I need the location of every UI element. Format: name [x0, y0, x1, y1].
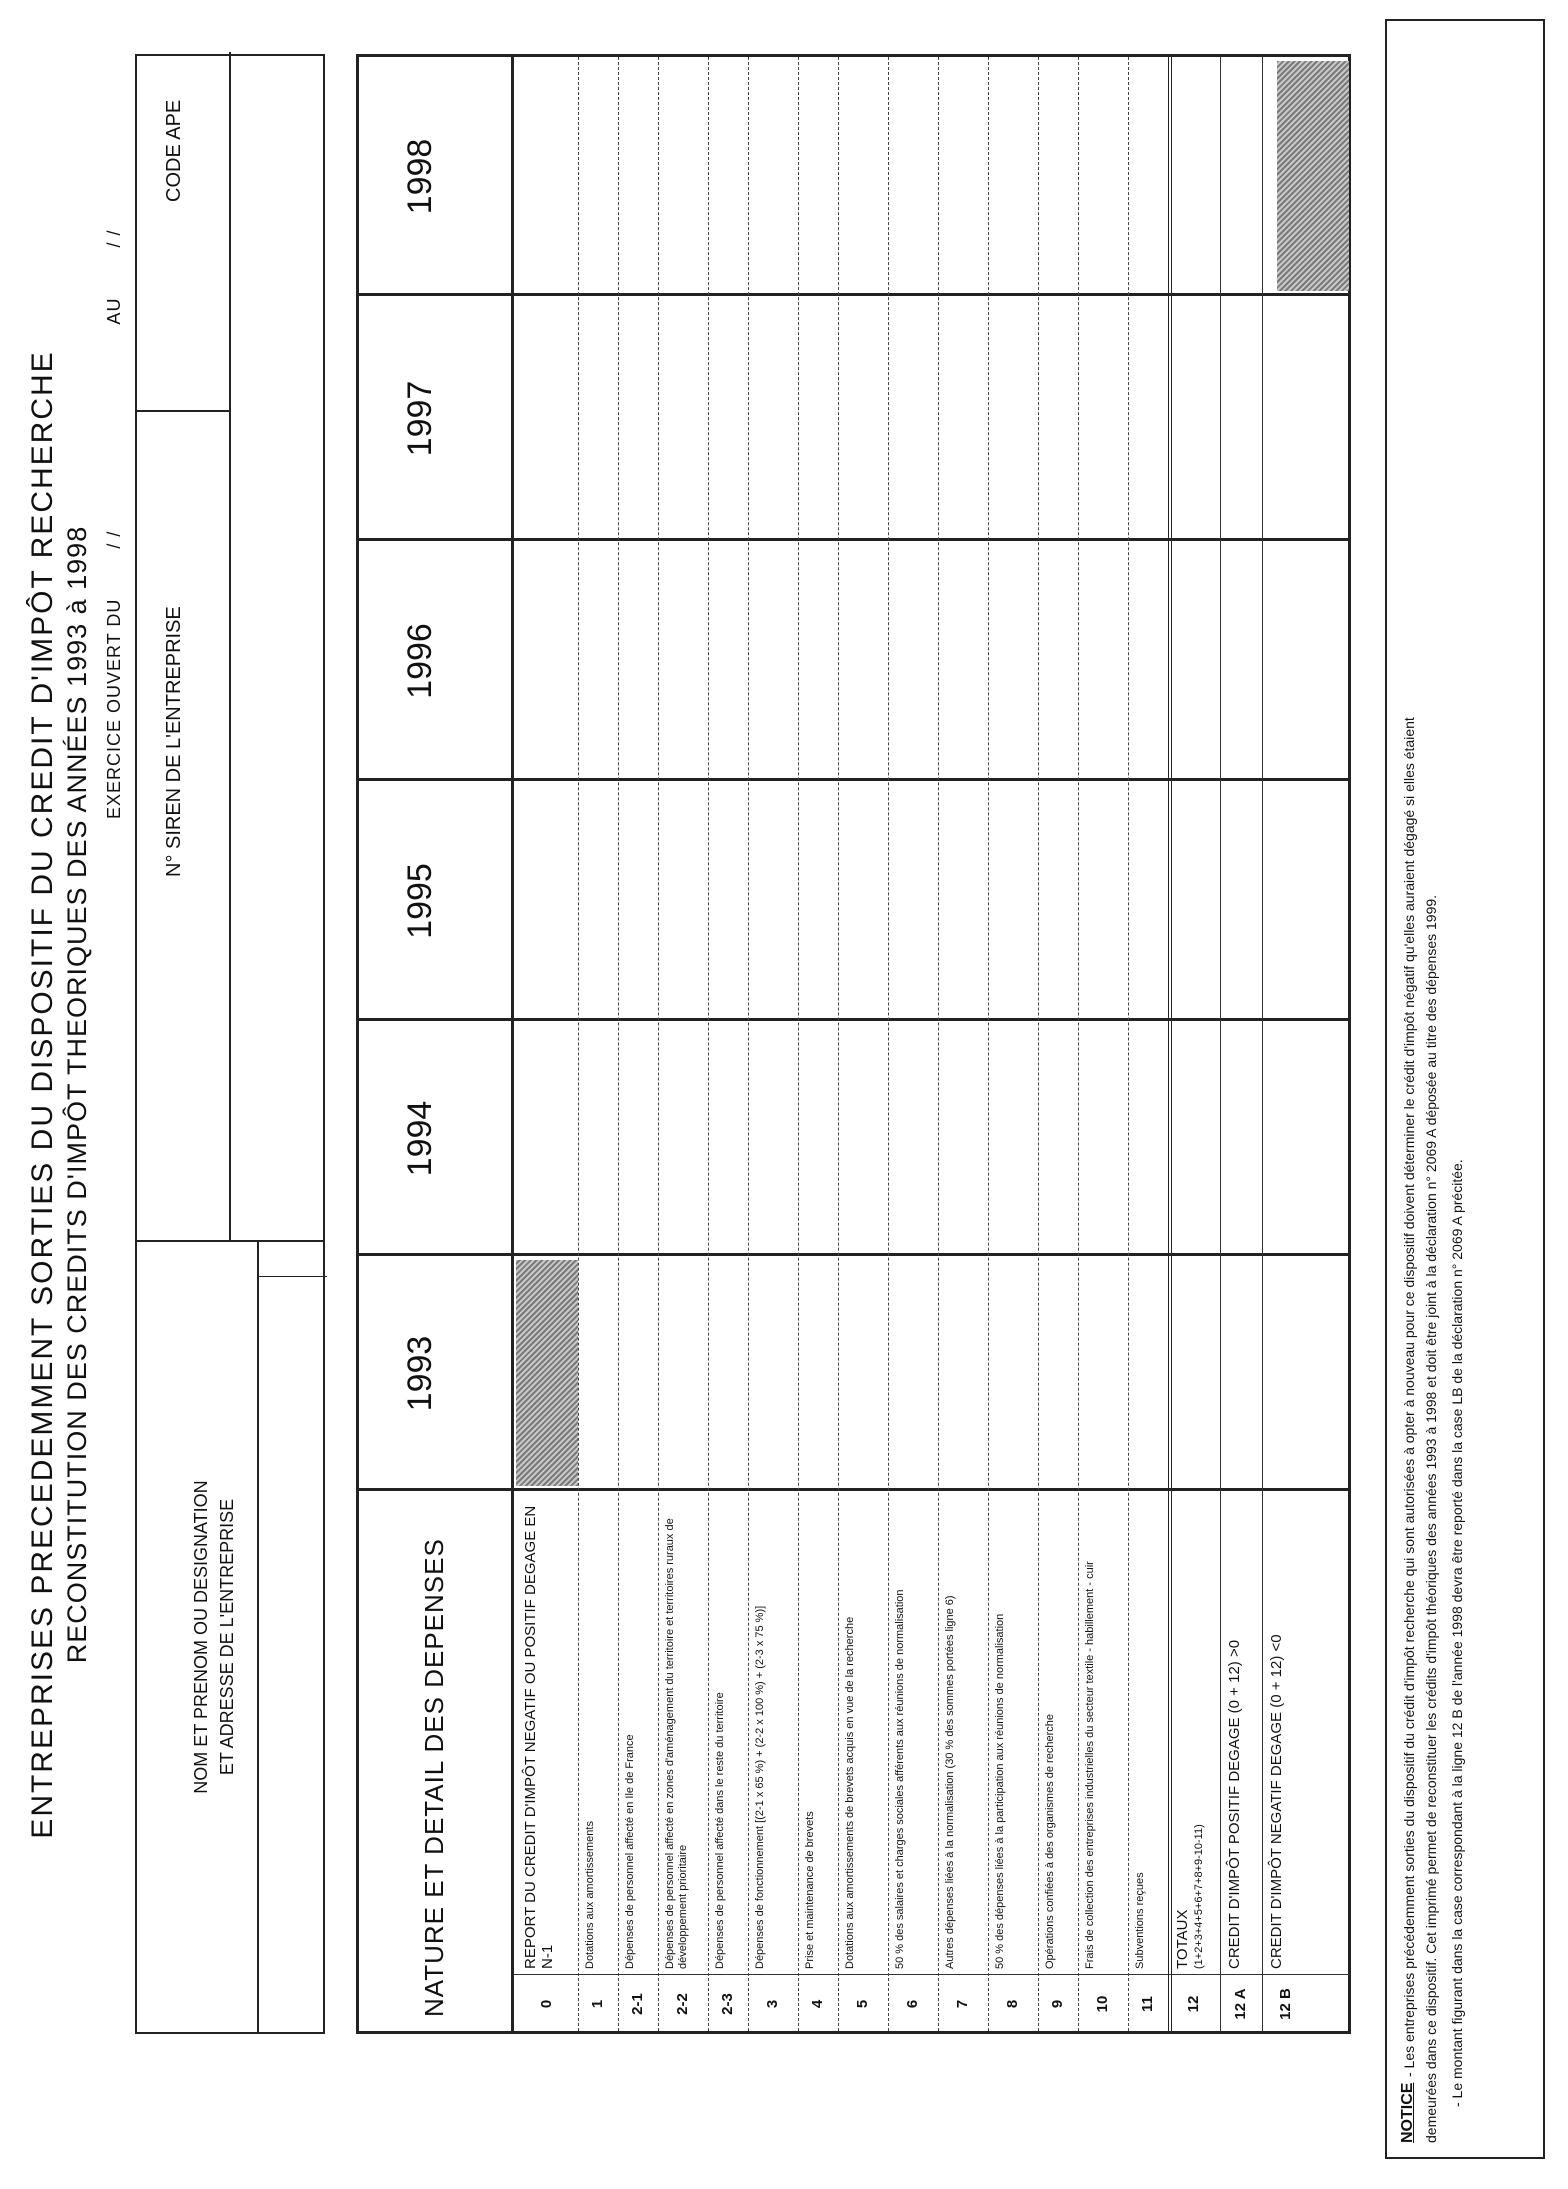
- amount-cell-1998[interactable]: [1170, 61, 1218, 292]
- amount-cell-1997[interactable]: [1264, 300, 1308, 537]
- amount-cell-1998[interactable]: [1080, 61, 1126, 292]
- amount-cell-1994[interactable]: [518, 1025, 576, 1252]
- amount-cell-1998[interactable]: [1222, 61, 1260, 292]
- id-hline: [229, 52, 231, 1242]
- row-number: 10: [1094, 1995, 1111, 2013]
- amount-cell-1995[interactable]: [1040, 785, 1076, 1017]
- amount-cell-1995[interactable]: [660, 785, 706, 1017]
- notice-line-1: - Les entreprises précédemment sorties du dispositif du crédit d'impôt recherche qui sont autorisées à opter à nouveau pour ce dispositif doivent déterminer le crédit d'impôt négatif qu'elles auraient dégagé si elles étaient: [1401, 717, 1417, 2077]
- row-number: 1: [589, 1999, 606, 2009]
- amount-cell-1994[interactable]: [940, 1025, 986, 1252]
- row-number: 2-3: [719, 1993, 736, 2015]
- amount-cell-1994[interactable]: [890, 1025, 936, 1252]
- row-label: [1226, 1499, 1243, 1969]
- amount-cell-1997[interactable]: [840, 300, 886, 537]
- amount-cell-1997[interactable]: [580, 300, 616, 537]
- row-number: 12: [1185, 1995, 1202, 2013]
- exercice-start-date-field[interactable]: / /: [104, 530, 124, 549]
- amount-cell-1997[interactable]: [1222, 300, 1260, 537]
- notice-line-2: demeurées dans ce dispositif. Cet imprimé permet de reconstituer les crédits d'impôt théoriques des années 1993 à 1998 et doit être joint à la déclaration n° 2069 A déposée au titre des dépenses 1999.: [1423, 894, 1439, 2143]
- row-label: [1044, 1499, 1057, 1969]
- amount-cell-1994[interactable]: [1080, 1025, 1126, 1252]
- ape-field[interactable]: [197, 57, 227, 407]
- amount-cell-1994[interactable]: [840, 1025, 886, 1252]
- amount-cell-1996[interactable]: [1080, 545, 1126, 777]
- row-label: [1174, 1499, 1208, 1969]
- amount-cell-1995[interactable]: [840, 785, 886, 1017]
- row-label: [844, 1499, 857, 1969]
- amount-cell-1995[interactable]: [620, 785, 656, 1017]
- amount-cell-1998[interactable]: [1040, 61, 1076, 292]
- table-row: [578, 57, 618, 2031]
- row-number: 11: [1139, 1996, 1156, 2012]
- amount-cell-1993[interactable]: [750, 1260, 796, 1487]
- amount-cell-1998[interactable]: [518, 61, 576, 292]
- amount-cell-1993[interactable]: [660, 1260, 706, 1487]
- amount-cell-1993[interactable]: [710, 1260, 746, 1487]
- amount-cell-1996[interactable]: [1170, 545, 1218, 777]
- amount-cell-1996[interactable]: [940, 545, 986, 777]
- table-row: [658, 57, 708, 2031]
- exercice-label: EXERCICE OUVERT DU: [104, 598, 124, 819]
- table-row: [1078, 57, 1128, 2031]
- table-row: [1220, 57, 1262, 2031]
- expenses-table: [356, 54, 1351, 2034]
- amount-cell-1997[interactable]: [1080, 300, 1126, 537]
- amount-cell-1993[interactable]: [1264, 1260, 1308, 1487]
- row-label-text: Dotations aux amortissements de brevets acquis en vue de la recherche: [844, 1616, 856, 1969]
- row-label: [994, 1499, 1007, 1969]
- year-1997: 1997: [401, 380, 439, 457]
- row-label-text: Dotations aux amortissements: [584, 1821, 596, 1969]
- row-label-text: 50 % des salaires et charges sociales afférents aux réunions de normalisation: [894, 1589, 906, 1969]
- siren-label: N° SIREN DE L'ENTREPRISE: [163, 606, 185, 877]
- row-label-text: Frais de collection des entreprises industrielles du secteur textile - habillement - cuir: [1084, 1561, 1096, 1969]
- amount-cell-1995[interactable]: [1222, 785, 1260, 1017]
- form-title: ENTREPRISES PRECEDEMMENT SORTIES DU DISPOSITIF DU CREDIT D'IMPÔT RECHERCHE: [26, 350, 59, 1839]
- amount-cell-1997[interactable]: [890, 300, 936, 537]
- amount-cell-1994[interactable]: [620, 1025, 656, 1252]
- table-row: [838, 57, 888, 2031]
- row-label: [894, 1499, 907, 1969]
- exercice-line: [104, 230, 125, 819]
- row-label: [624, 1499, 637, 1969]
- amount-cell-1997[interactable]: [518, 300, 576, 537]
- amount-cell-1996[interactable]: [1130, 545, 1166, 777]
- row-label-text: Dépenses de personnel affecté en Ile de France: [624, 1734, 636, 1969]
- amount-cell-1993[interactable]: [620, 1260, 656, 1487]
- amount-cell-1995[interactable]: [518, 785, 576, 1017]
- id-small-divider: [257, 1276, 327, 1277]
- amount-cell-1994[interactable]: [800, 1025, 836, 1252]
- row-label-text: CREDIT D'IMPÔT POSITIF DEGAGE (0 + 12) >0: [1226, 1639, 1243, 1969]
- row-number: 7: [954, 1999, 971, 2009]
- amount-cell-1997[interactable]: [1040, 300, 1076, 537]
- row-label: [664, 1499, 690, 1969]
- amount-cell-1995[interactable]: [800, 785, 836, 1017]
- amount-cell-1997[interactable]: [710, 300, 746, 537]
- amount-cell-1994[interactable]: [1264, 1025, 1308, 1252]
- row-number: 6: [904, 1999, 921, 2009]
- row-number: 2-1: [629, 1993, 646, 2015]
- year-1995: 1995: [401, 863, 439, 939]
- id-divider-ape: [137, 410, 229, 412]
- amount-cell-1996[interactable]: [750, 545, 796, 777]
- amount-cell-1997[interactable]: [1130, 300, 1166, 537]
- amount-cell-1994[interactable]: [580, 1025, 616, 1252]
- amount-cell-1993[interactable]: [940, 1260, 986, 1487]
- row-number: 12 A: [1232, 1988, 1249, 2020]
- amount-cell-1993[interactable]: [990, 1260, 1036, 1487]
- row-label: [584, 1499, 597, 1969]
- row-label: [1084, 1499, 1097, 1969]
- amount-cell-1994[interactable]: [990, 1025, 1036, 1252]
- amount-cell-1994[interactable]: [750, 1025, 796, 1252]
- amount-cell-1993[interactable]: [1080, 1260, 1126, 1487]
- header-row-divider: [511, 57, 514, 2031]
- amount-cell-1995[interactable]: [750, 785, 796, 1017]
- amount-cell-1998[interactable]: [580, 61, 616, 292]
- amount-cell-1997[interactable]: [620, 300, 656, 537]
- exercice-au-label: AU: [104, 297, 124, 325]
- notice-box: [1385, 19, 1545, 2159]
- row-label: [804, 1499, 817, 1969]
- id-hline-left: [257, 1242, 259, 2032]
- amount-cell-1998[interactable]: [840, 61, 886, 292]
- amount-cell-1996[interactable]: [1222, 545, 1260, 777]
- row-label: [754, 1499, 767, 1969]
- table-row: [988, 57, 1038, 2031]
- amount-cell-1998[interactable]: [1130, 61, 1166, 292]
- table-row: [1168, 57, 1220, 2031]
- name-address-field[interactable]: [262, 1282, 322, 2027]
- amount-cell-1995[interactable]: [1080, 785, 1126, 1017]
- amount-cell-1998[interactable]: [990, 61, 1036, 292]
- amount-cell-1996[interactable]: [1264, 545, 1308, 777]
- nature-header: NATURE ET DETAIL DES DEPENSES: [419, 1538, 449, 2017]
- amount-cell-1994[interactable]: [1222, 1025, 1260, 1252]
- table-row: [748, 57, 798, 2031]
- row-label-text: REPORT DU CREDIT D'IMPÔT NEGATIF OU POSITIF DEGAGE EN N-1: [522, 1505, 556, 1969]
- row-label-text: Dépenses de personnel affecté dans le reste du territoire: [714, 1692, 726, 1969]
- table-row: [798, 57, 838, 2031]
- amount-cell-1995[interactable]: [580, 785, 616, 1017]
- table-row: [1128, 57, 1168, 2031]
- amount-cell-1993[interactable]: [890, 1260, 936, 1487]
- amount-cell-1995[interactable]: [1170, 785, 1218, 1017]
- amount-cell-1998[interactable]: [750, 61, 796, 292]
- row-label-text: Subventions reçues: [1134, 1872, 1146, 1969]
- amount-cell-1993[interactable]: [800, 1260, 836, 1487]
- address-label: ET ADRESSE DE L'ENTREPRISE: [217, 1498, 237, 1776]
- notice-title: NOTICE: [1399, 2082, 1416, 2143]
- amount-cell-1994[interactable]: [1040, 1025, 1076, 1252]
- amount-cell-1996[interactable]: [518, 545, 576, 777]
- shaded-cell-1993-row0: [516, 1260, 578, 1486]
- amount-cell-1994[interactable]: [1130, 1025, 1166, 1252]
- row-number: 9: [1049, 1999, 1066, 2009]
- amount-cell-1993[interactable]: [580, 1260, 616, 1487]
- amount-cell-1996[interactable]: [660, 545, 706, 777]
- table-row: [888, 57, 938, 2031]
- row-label-text: Prise et maintenance de brevets: [804, 1811, 816, 1969]
- ape-label: CODE APE: [163, 99, 185, 202]
- row-label-text: Opérations confiées à des organismes de recherche: [1044, 1714, 1056, 1969]
- row-number: 4: [809, 1999, 826, 2009]
- name-label: NOM ET PRENOM OU DESIGNATION: [191, 1480, 211, 1794]
- amount-cell-1993[interactable]: [1222, 1260, 1260, 1487]
- year-1993: 1993: [401, 1335, 439, 1412]
- row-label: [1268, 1499, 1285, 1969]
- amount-cell-1998[interactable]: [800, 61, 836, 292]
- row-label: [714, 1499, 727, 1969]
- shaded-cell-1998-row12b: [1277, 61, 1349, 291]
- row-label-text: Dépenses de fonctionnement [(2-1 x 65 %) + (2-2 x 100 %) + (2-3 x 75 %)]: [754, 1605, 766, 1969]
- amount-cell-1998[interactable]: [660, 61, 706, 292]
- amount-cell-1996[interactable]: [580, 545, 616, 777]
- row-number: 5: [854, 1999, 871, 2009]
- amount-cell-1994[interactable]: [1170, 1025, 1218, 1252]
- siren-field[interactable]: [237, 62, 322, 1232]
- amount-cell-1998[interactable]: [890, 61, 936, 292]
- table-row: [1262, 57, 1310, 2031]
- amount-cell-1995[interactable]: [990, 785, 1036, 1017]
- amount-cell-1997[interactable]: [660, 300, 706, 537]
- row-number: 0: [538, 1999, 555, 2009]
- amount-cell-1997[interactable]: [940, 300, 986, 537]
- year-1996: 1996: [401, 623, 439, 699]
- exercice-end-date-field[interactable]: / /: [104, 229, 124, 248]
- amount-cell-1998[interactable]: [710, 61, 746, 292]
- amount-cell-1996[interactable]: [620, 545, 656, 777]
- row-number: 2-2: [674, 1993, 691, 2015]
- amount-cell-1995[interactable]: [940, 785, 986, 1017]
- row-label: [522, 1499, 556, 1969]
- amount-cell-1996[interactable]: [800, 545, 836, 777]
- row-label-text: TOTAUX: [1174, 1909, 1191, 1969]
- amount-cell-1995[interactable]: [1264, 785, 1308, 1017]
- amount-cell-1998[interactable]: [620, 61, 656, 292]
- amount-cell-1997[interactable]: [800, 300, 836, 537]
- row-label-text: CREDIT D'IMPÔT NEGATIF DEGAGE (0 + 12) <0: [1268, 1634, 1285, 1969]
- year-1994: 1994: [401, 1100, 439, 1177]
- row-number: 8: [1004, 1999, 1021, 2009]
- identification-box: [135, 54, 325, 2034]
- row-label: [1134, 1499, 1147, 1969]
- notice-line-3: - Le montant figurant dans la case correspondant à la ligne 12 B de l'année 1998 devra être reporté dans la case LB de la déclaration n° 2069 A précitée.: [1449, 1159, 1465, 2107]
- year-1998: 1998: [401, 138, 439, 215]
- amount-cell-1994[interactable]: [710, 1025, 746, 1252]
- amount-cell-1996[interactable]: [990, 545, 1036, 777]
- amount-cell-1996[interactable]: [1040, 545, 1076, 777]
- amount-cell-1993[interactable]: [1040, 1260, 1076, 1487]
- amount-cell-1998[interactable]: [940, 61, 986, 292]
- table-row: [938, 57, 988, 2031]
- amount-cell-1996[interactable]: [840, 545, 886, 777]
- row-label-text: 50 % des dépenses liées à la participation aux réunions de normalisation: [994, 1613, 1006, 1969]
- row-number: 12 B: [1277, 1988, 1294, 2020]
- amount-cell-1994[interactable]: [660, 1025, 706, 1252]
- amount-cell-1997[interactable]: [990, 300, 1036, 537]
- amount-cell-1993[interactable]: [1130, 1260, 1166, 1487]
- amount-cell-1996[interactable]: [710, 545, 746, 777]
- amount-cell-1993[interactable]: [1170, 1260, 1218, 1487]
- row-label-text: Dépenses de personnel affecté en zones d'aménagement du territoire et territoires ruraux de développement prioritaire: [664, 1518, 689, 1969]
- row-label: [944, 1499, 957, 1969]
- table-row: [516, 57, 578, 2031]
- amount-cell-1997[interactable]: [750, 300, 796, 537]
- table-row: [708, 57, 748, 2031]
- amount-cell-1996[interactable]: [890, 545, 936, 777]
- amount-cell-1995[interactable]: [710, 785, 746, 1017]
- amount-cell-1997[interactable]: [1170, 300, 1218, 537]
- form-subtitle: RECONSTITUTION DES CREDITS D'IMPÔT THEORIQUES DES ANNÉES 1993 à 1998: [62, 525, 92, 1664]
- row-label-text: Autres dépenses liées à la normalisation (30 % des sommes portées ligne 6): [944, 1595, 956, 1969]
- amount-cell-1995[interactable]: [890, 785, 936, 1017]
- table-row: [1038, 57, 1078, 2031]
- amount-cell-1993[interactable]: [840, 1260, 886, 1487]
- row-number: 3: [764, 1999, 781, 2009]
- row-label-formula: (1+2+3+4+5+6+7+8+9-10-11): [1193, 1824, 1205, 1969]
- table-row: [618, 57, 658, 2031]
- amount-cell-1995[interactable]: [1130, 785, 1166, 1017]
